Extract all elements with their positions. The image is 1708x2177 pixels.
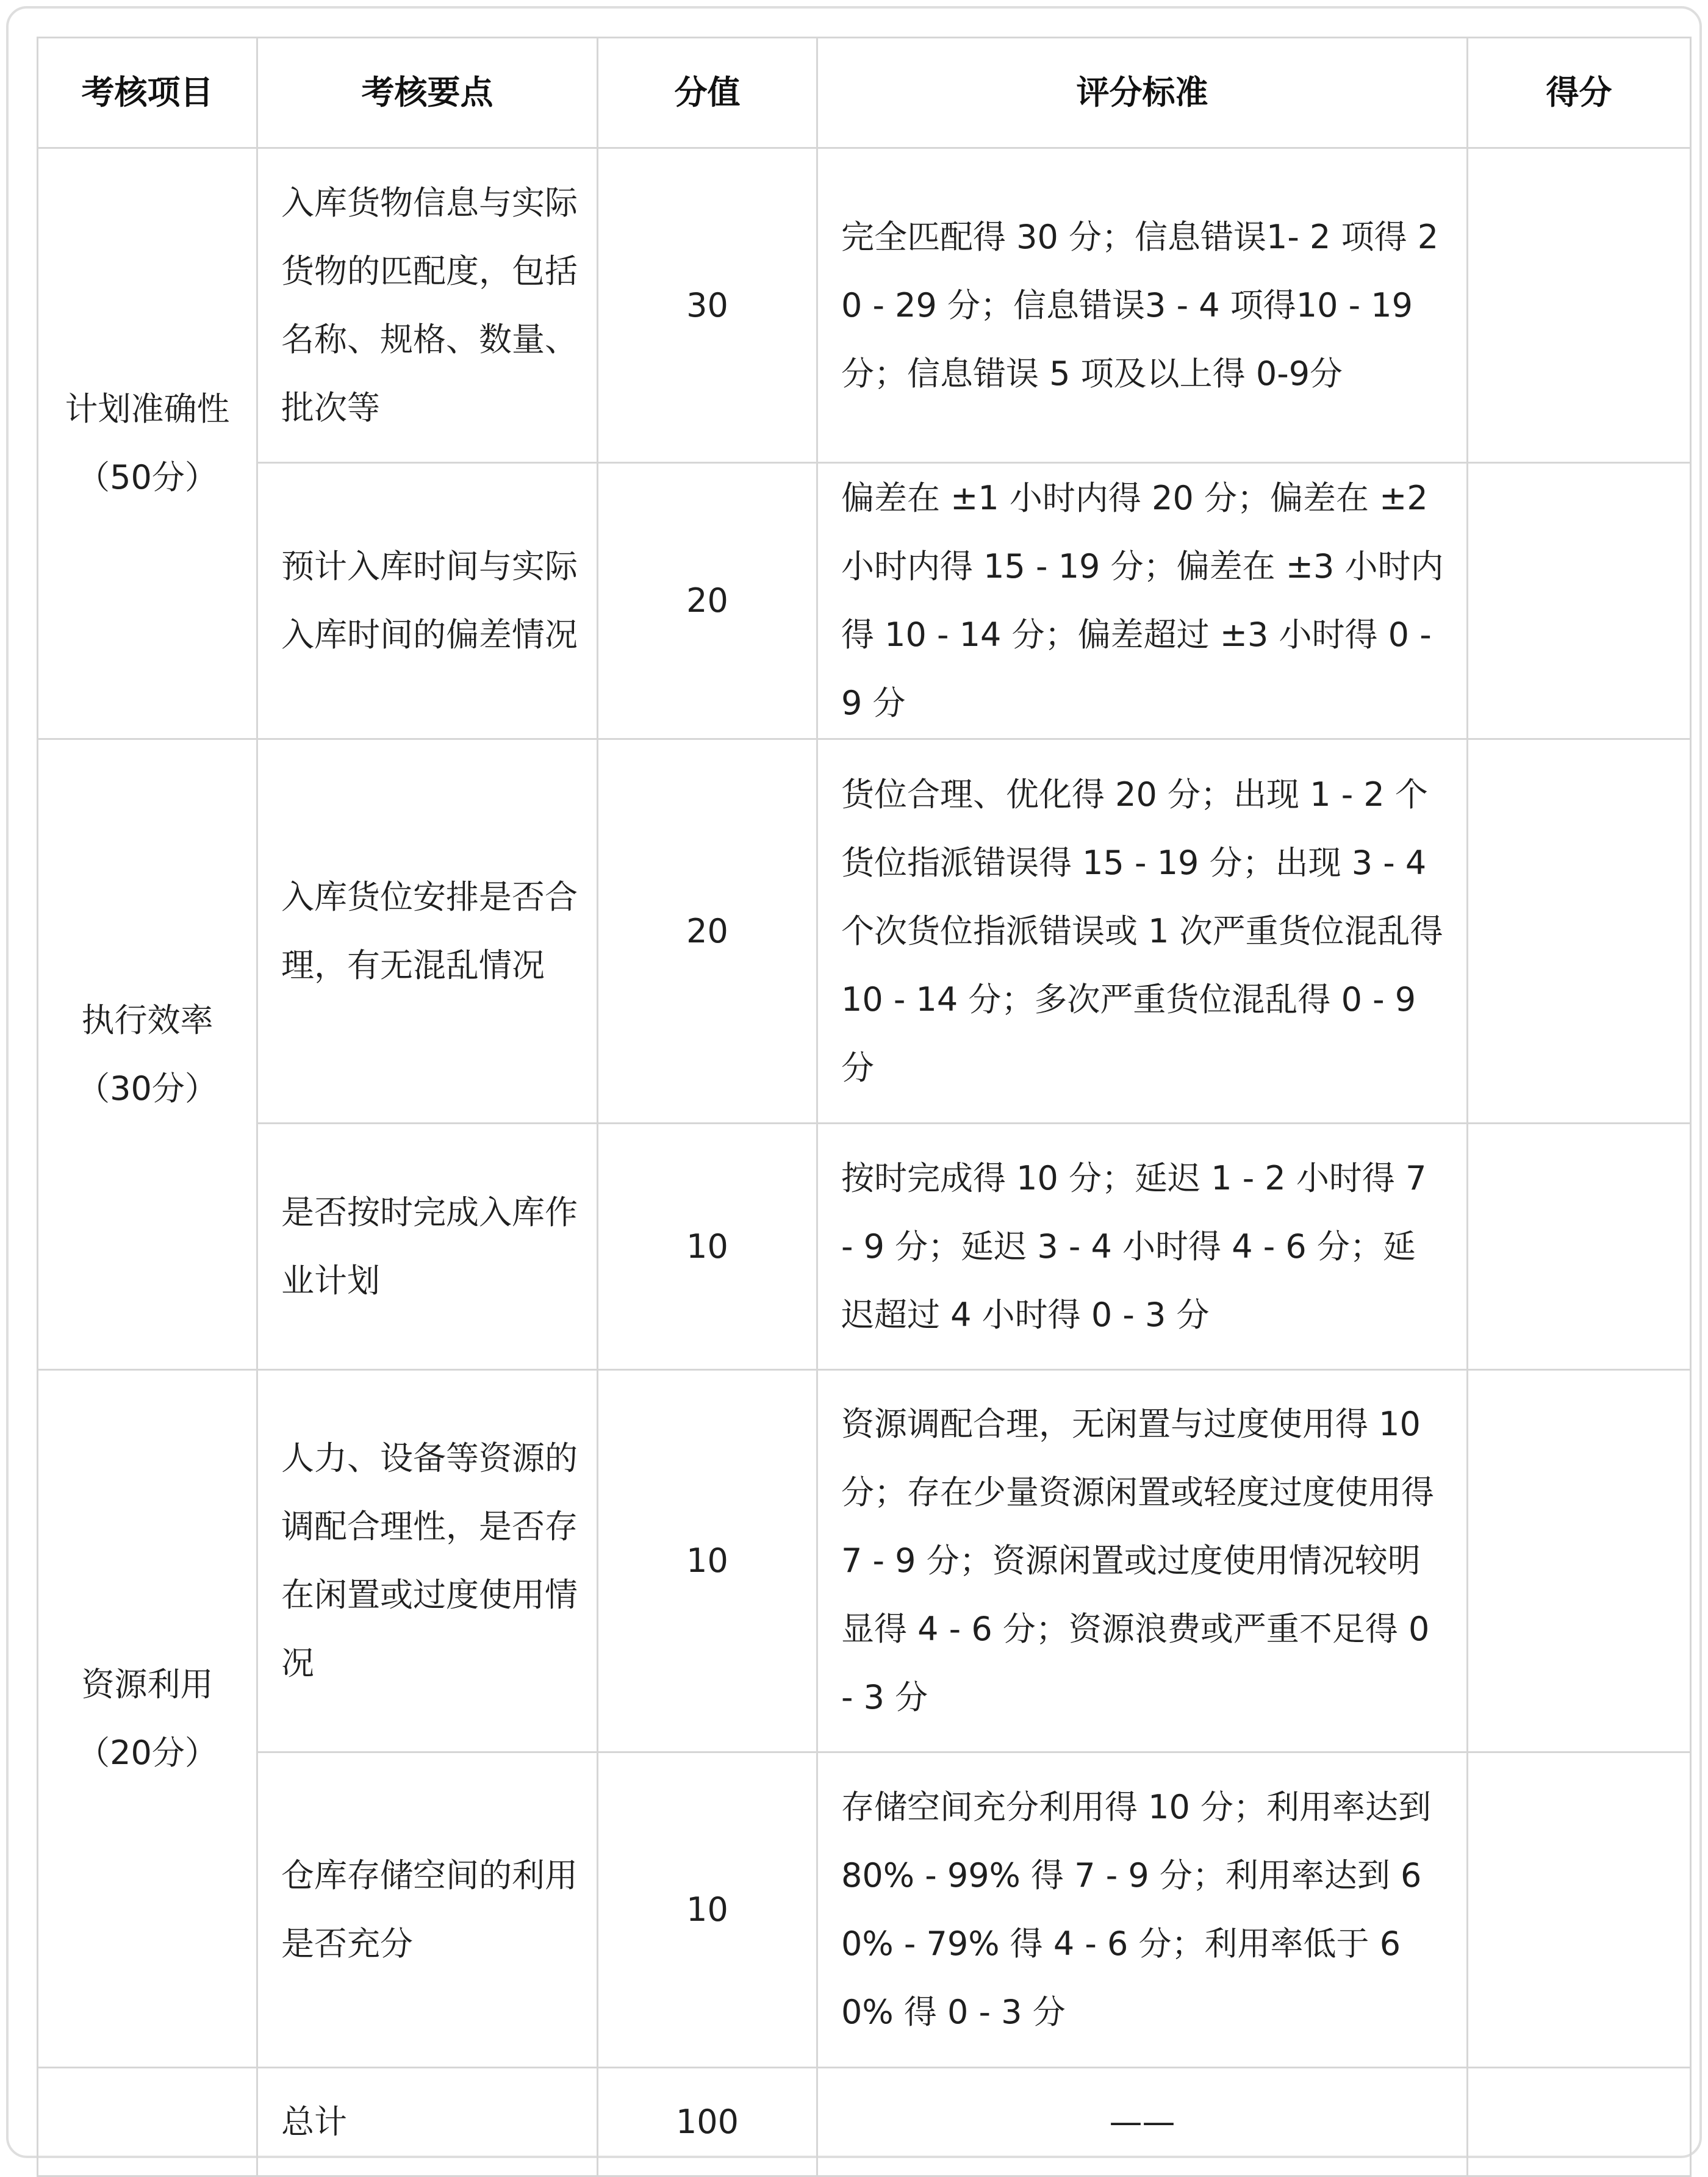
got-cell bbox=[1468, 148, 1691, 463]
standard-cell: 存储空间充分利用得 10 分；利用率达到 80% - 99% 得 7 - 9 分；利用率达到 60% - 79% 得 4 - 6 分；利用率低于 60% 得 0 - 3 分 bbox=[817, 1752, 1468, 2068]
standard-cell: 完全匹配得 30 分；信息错误1- 2 项得 20 - 29 分；信息错误3 - 4 项得10 - 19 分；信息错误 5 项及以上得 0-9分 bbox=[817, 148, 1468, 463]
total-score: 100 bbox=[598, 2068, 817, 2176]
point-cell: 是否按时完成入库作业计划 bbox=[257, 1124, 598, 1370]
score-cell: 20 bbox=[598, 739, 817, 1124]
header-score: 分值 bbox=[598, 38, 817, 148]
got-cell bbox=[1468, 739, 1691, 1124]
total-standard: —— bbox=[817, 2068, 1468, 2176]
score-cell: 10 bbox=[598, 1370, 817, 1752]
item-total: （30分） bbox=[77, 1069, 218, 1108]
total-label: 总计 bbox=[257, 2068, 598, 2176]
total-got bbox=[1468, 2068, 1691, 2176]
header-standard: 评分标准 bbox=[817, 38, 1468, 148]
score-cell: 10 bbox=[598, 1124, 817, 1370]
score-cell: 20 bbox=[598, 463, 817, 739]
got-cell bbox=[1468, 1124, 1691, 1370]
point-cell: 仓库存储空间的利用是否充分 bbox=[257, 1752, 598, 2068]
table-row bbox=[38, 1370, 1691, 1752]
item-name: 执行效率 bbox=[81, 1000, 214, 1039]
header-row bbox=[38, 38, 1691, 148]
got-cell bbox=[1468, 1752, 1691, 2068]
table-row bbox=[38, 1124, 1691, 1370]
table-row bbox=[38, 148, 1691, 463]
table-card bbox=[6, 6, 1702, 2158]
point-cell: 预计入库时间与实际入库时间的偏差情况 bbox=[257, 463, 598, 739]
item-cell bbox=[38, 1370, 257, 2068]
table-row bbox=[38, 1752, 1691, 2068]
item-name: 计划准确性 bbox=[65, 390, 230, 428]
header-item: 考核项目 bbox=[38, 38, 257, 148]
got-cell bbox=[1468, 1370, 1691, 1752]
standard-cell: 资源调配合理，无闲置与过度使用得 10 分；存在少量资源闲置或轻度过度使用得 7 - 9 分；资源闲置或过度使用情况较明显得 4 - 6 分；资源浪费或严重不足得 0 - 3 分 bbox=[817, 1370, 1468, 1752]
header-got: 得分 bbox=[1468, 38, 1691, 148]
assessment-table bbox=[37, 37, 1692, 2177]
standard-cell: 偏差在 ±1 小时内得 20 分；偏差在 ±2 小时内得 15 - 19 分；偏差在 ±3 小时内得 10 - 14 分；偏差超过 ±3 小时得 0 - 9 分 bbox=[817, 463, 1468, 739]
item-total: （50分） bbox=[77, 458, 218, 497]
item-name: 资源利用 bbox=[81, 1665, 214, 1704]
point-cell: 入库货物信息与实际货物的匹配度，包括名称、规格、数量、批次等 bbox=[257, 148, 598, 463]
score-cell: 30 bbox=[598, 148, 817, 463]
point-cell: 入库货位安排是否合理，有无混乱情况 bbox=[257, 739, 598, 1124]
standard-cell: 货位合理、优化得 20 分；出现 1 - 2 个货位指派错误得 15 - 19 分；出现 3 - 4 个次货位指派错误或 1 次严重货位混乱得 10 - 14 分；多次严重货位混乱得 0 - 9 分 bbox=[817, 739, 1468, 1124]
header-point: 考核要点 bbox=[257, 38, 598, 148]
standard-cell: 按时完成得 10 分；延迟 1 - 2 小时得 7 - 9 分；延迟 3 - 4 小时得 4 - 6 分；延迟超过 4 小时得 0 - 3 分 bbox=[817, 1124, 1468, 1370]
total-row bbox=[38, 2068, 1691, 2176]
got-cell bbox=[1468, 463, 1691, 739]
item-cell bbox=[38, 148, 257, 739]
table-row bbox=[38, 739, 1691, 1124]
table-row bbox=[38, 463, 1691, 739]
total-empty-cell bbox=[38, 2068, 257, 2176]
point-cell: 人力、设备等资源的调配合理性，是否存在闲置或过度使用情况 bbox=[257, 1370, 598, 1752]
item-total: （20分） bbox=[77, 1733, 218, 1772]
item-cell bbox=[38, 739, 257, 1370]
score-cell: 10 bbox=[598, 1752, 817, 2068]
